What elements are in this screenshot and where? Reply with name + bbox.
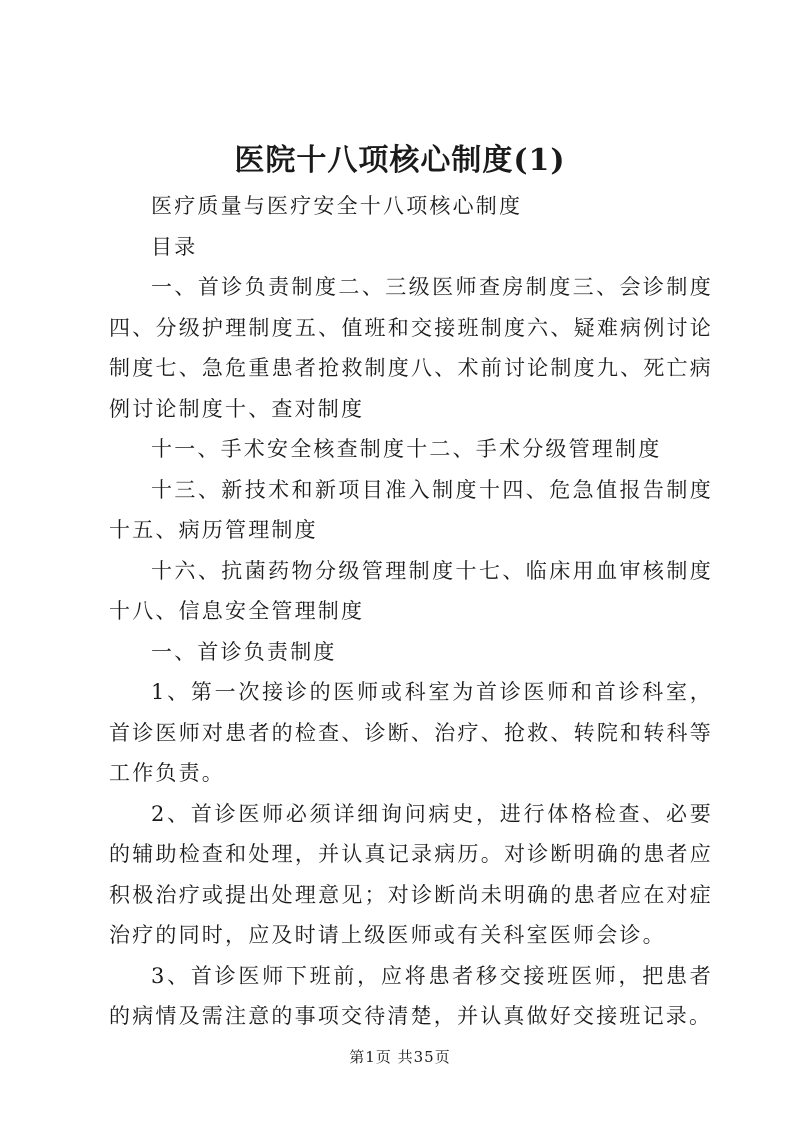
paragraph-toc-4: 十六、抗菌药物分级管理制度十七、临床用血审核制度十八、信息安全管理制度 <box>109 558 713 623</box>
paragraph-toc-2: 十一、手术安全核查制度十二、手术分级管理制度 <box>151 437 662 461</box>
page-number: 第1页 共35页 <box>349 1048 451 1066</box>
section-heading: 一、首诊负责制度 <box>151 639 337 664</box>
paragraph-item-1: 1、第一次接诊的医师或科室为首诊医师和首诊科室，首诊医师对患者的检查、诊断、治疗、抢救、转院和转科等工作负责。 <box>109 680 713 785</box>
paragraph-item-2: 2、首诊医师必须详细询问病史，进行体格检查、必要的辅助检查和处理，并认真记录病历。对诊断明确的患者应积极治疗或提出处理意见；对诊断尚未明确的患者应在对症治疗的同时，应及时请上级医师或有关科室医师会诊。 <box>109 801 713 947</box>
paragraph-item-3: 3、首诊医师下班前，应将患者移交接班医师，把患者的病情及需注意的事项交待清楚，并认真做好交接班记录。 <box>109 963 713 1028</box>
paragraph-subtitle: 医疗质量与医疗安全十八项核心制度 <box>151 194 523 218</box>
document-title: 医院十八项核心制度(1) <box>234 143 566 178</box>
paragraph-toc-1: 一、首诊负责制度二、三级医师查房制度三、会诊制度四、分级护理制度五、值班和交接班制度六、疑难病例讨论制度七、急危重患者抢救制度八、术前讨论制度九、死亡病例讨论制度十、查对制度 <box>109 275 713 421</box>
paragraph-toc-3: 十三、新技术和新项目准入制度十四、危急值报告制度十五、病历管理制度 <box>109 477 713 542</box>
paragraph-toc-heading: 目录 <box>151 234 198 259</box>
document-body <box>109 186 713 1037</box>
